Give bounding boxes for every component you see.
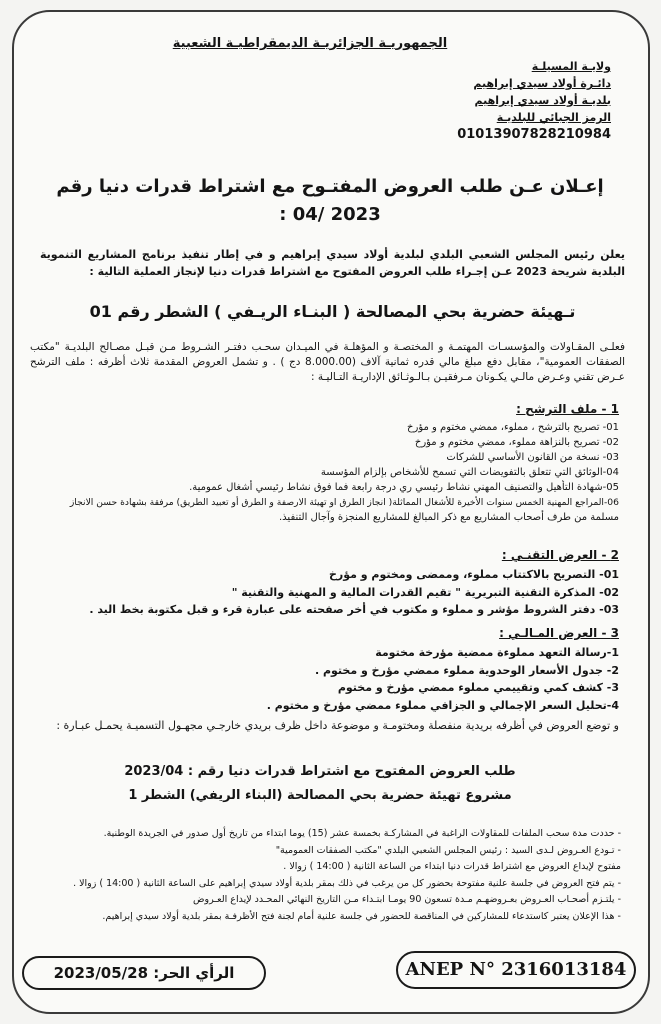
note-item: - هذا الإعلان يعتبر كاستدعاء للمشاركين في المناقصة للحضور في جلسة علنية أمام لجنة فتح الأظرفـة بمقر بلدية أولاد سيدي إبراهيم. [102, 910, 621, 922]
intro-paragraph: يعلن رئيس المجلس الشعبي البلدي لبلدية أولاد سيدي إبراهيم و في إطار تنفيذ برنامج المشاريع التنموية البلدية شريحة 2023 عـن إجـراء طلب العروض المفتوح مع اشتراط قدرات دنيا لإنجاز العملية التالية : [40, 248, 625, 278]
financial-list [30, 644, 619, 714]
candidature-list [30, 420, 619, 525]
note-item: - يلتـزم أصحـاب العـروض بعـروضهـم مـدة تسعون 90 يومـا ابتـداء مـن التاريخ النهائي المحـدد لإيداع العـروض [193, 894, 621, 905]
fiscal-number: 01013907828210984 [457, 127, 611, 142]
notice-number: 2023 /04 : [279, 204, 381, 225]
envelope-line-2: مشروع تهيئة حضرية بحي المصالحة (البناء الريفي) الشطر 1 [128, 788, 512, 803]
notes-list [30, 826, 621, 925]
list-item: 02- المذكرة التقنية التبريرية " تقيم القدرات المالية و المهنية والتقنية " [231, 585, 619, 599]
list-item: 01- التصريح بالاكتتاب مملوء، وممضى ومختوم و مؤرخ [328, 568, 619, 581]
note-item: مفتوح لإيداع العروض مع اشتراط قدرات دنيا ابتداء من الساعة الثانية ( 14:00 ) زوالا . [283, 861, 621, 872]
anep-badge: ANEP N° 2316013184 [396, 951, 636, 989]
list-item: 02- تصريح بالنزاهة مملوء، ممضي مختوم و مؤرخ [414, 437, 619, 448]
newspaper-name: الرأي الحر: [153, 964, 235, 982]
wilaya-line: ولايـة المسيلـة [531, 60, 611, 73]
publication-date: 2023/05/28 [53, 964, 149, 982]
list-item: 4-تحليل السعر الإجمالي و الجزافي مملوء ممضي مؤرخ و مختوم . [266, 698, 619, 712]
commune-line: بلديـة أولاد سيدي إبراهيم [474, 94, 611, 107]
fiscal-label: الرمز الجبائي للبلديـة [496, 111, 611, 124]
list-item: مسلمة من طرف أصحاب المشاريع مع ذكر المبالغ للمشاريع المنجزة وآجال التنفيذ. [279, 512, 619, 523]
list-item: 3- كشف كمي وتقييمي مملوء ممضي مؤرخ و مختوم [337, 681, 619, 694]
list-item: 04-الوثائق التي تتعلق بالتفويضات التي تسمح للأشخاص بإلزام المؤسسة [320, 467, 619, 478]
deposit-paragraph: و توضع العروض في أظرفه بريدية منفصلة ومختومـة و موضوعة داخل ظرف بريدي خارجـي مجهـول التسميـة يحمـل عبـارة : [56, 719, 619, 732]
list-item: 06-المراجع المهنية الخمس سنوات الأخيرة للأشغال المماثلة( انجاز الطرق او تهيئة الارصفة و الطرق أو تعبيد الطريق) مرفقة بشهادة حسن الانجاز [69, 497, 619, 508]
republic-heading: الجمهوريـة الجزائريـة الديمقراطيـة الشعبية [172, 36, 448, 51]
financial-heading: 3 - العرض المـالـي : [499, 626, 619, 640]
newspaper-date-badge [22, 956, 266, 990]
technical-list [30, 566, 619, 619]
note-item: - يتم فتح العروض في جلسة علنية مفتوحة بحضور كل من يرغب في ذلك بمقر بلدية أولاد سيدي إبراهيم على الساعة الثانية ( 14:00 ) زوالا . [73, 877, 621, 889]
project-title: تـهيئة حضرية بحي المصالحة ( البنـاء الريـفي ) الشطر رقم 01 [89, 302, 576, 321]
conditions-paragraph: فعلـى المقـاولات والمؤسسـات المهتمـة و المختصـة و المؤهلـة في الميـدان سحـب دفتـر الشـروط مـن قبـل مصـالح البلديـة "مكتب الصفقات العمومية"، مقابل دفع مبلغ مالي قدره ثمانية آلاف (8.000.00 دج ) . و تشمل العروض المقدمة ثلاث أظرفه : ملف الترشح عـرض تقني وعـرض مالـي يكـونان مـرفقيـن بـالـوثـائق الإداريـة التـاليـة : [30, 341, 625, 383]
envelope-line-1: طلب العروض المفتوح مع اشتراط قدرات دنيا رقم : 2023/04 [124, 764, 516, 779]
technical-heading: 2 - العرض التقنـي : [501, 548, 619, 562]
list-item: 1-رسالة التعهد مملوءة ممضية مؤرخة مختومة [375, 646, 619, 659]
candidature-heading: 1 - ملف الترشح : [516, 402, 619, 416]
notice-title: إعـلان عـن طلب العروض المفتـوح مع اشتراط قدرات دنيا رقم [56, 176, 604, 197]
list-item: 2- جدول الأسعار الوحدوية مملوء ممضي مؤرخ و مختوم . [314, 663, 619, 677]
list-item: 03- دفتر الشروط مؤشر و مملوء و مكتوب في أخر صفحته على عبارة قرء و قبل مكتوبة بخط اليد . [89, 603, 619, 616]
issuer-block [381, 58, 611, 143]
list-item: 03- نسخة من القانون الأساسي للشركات [446, 452, 619, 463]
list-item: 01- تصريح بالترشح ، مملوء، ممضي مختوم و مؤرخ [407, 422, 619, 433]
note-item: - حددت مدة سحب الملفات للمقاولات الراغبة في المشاركـة بخمسة عشر (15) يوما ابتداء من تاريخ أول صدور في الجريدة الوطنية. [103, 828, 621, 839]
daira-line: دائـرة أولاد سيدي إبراهيم [473, 77, 611, 90]
note-item: - تـودع العـروض لـدى السيد : رئيس المجلس الشعبي البلدي "مكتب الصفقات العمومية" [275, 844, 621, 856]
list-item: 05-شهادة التأهيل والتصنيف المهني نشاط رئيسي ري درجة رابعة فما فوق نشاط رئيسي أشغال عمومية. [189, 482, 619, 493]
